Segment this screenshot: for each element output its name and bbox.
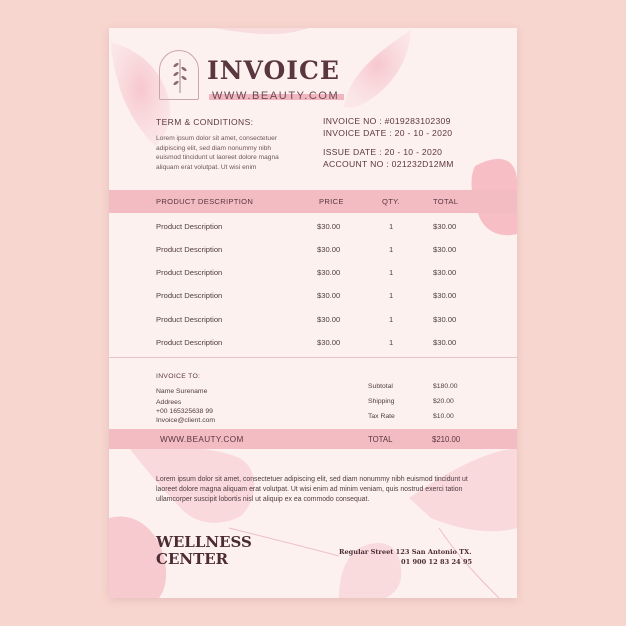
client-name: Name Surename bbox=[156, 388, 208, 395]
brand-logo bbox=[159, 50, 199, 100]
total-value: $210.00 bbox=[432, 435, 461, 444]
row-qty: 1 bbox=[389, 268, 394, 277]
terms-line: adipiscing elit, sed diam nonummy nibh bbox=[156, 144, 272, 152]
company-phone: 01 900 12 83 24 95 bbox=[401, 558, 473, 566]
account-number: ACCOUNT NO : 021232D12MM bbox=[323, 159, 454, 169]
row-description: Product Description bbox=[156, 291, 223, 300]
client-phone: +00 165325638 99 bbox=[156, 408, 213, 415]
total-bar bbox=[109, 429, 517, 449]
row-total: $30.00 bbox=[433, 222, 457, 231]
invoice-sheet bbox=[109, 28, 517, 598]
row-qty: 1 bbox=[389, 315, 394, 324]
col-qty: QTY. bbox=[382, 197, 400, 206]
table-row bbox=[109, 262, 517, 285]
shipping-value: $20.00 bbox=[433, 398, 454, 405]
table-row bbox=[109, 239, 517, 262]
brand-line-2: CENTER bbox=[156, 550, 229, 568]
row-total: $30.00 bbox=[433, 338, 457, 347]
brand-name bbox=[156, 534, 252, 568]
invoice-to-heading: INVOICE TO: bbox=[156, 373, 201, 380]
terms-heading: TERM & CONDITIONS: bbox=[156, 117, 254, 127]
total-label: TOTAL bbox=[368, 435, 393, 444]
row-description: Product Description bbox=[156, 222, 223, 231]
row-qty: 1 bbox=[389, 291, 394, 300]
table-row bbox=[109, 216, 517, 239]
terms-text bbox=[156, 134, 296, 172]
row-description: Product Description bbox=[156, 338, 223, 347]
row-price: $30.00 bbox=[317, 338, 341, 347]
col-description: PRODUCT DESCRIPTION bbox=[156, 197, 254, 206]
section-divider bbox=[109, 357, 517, 358]
brand-line-1: WELLNESS bbox=[156, 533, 252, 551]
header-website: WWW.BEAUTY.COM bbox=[212, 90, 340, 102]
row-price: $30.00 bbox=[317, 268, 341, 277]
row-qty: 1 bbox=[389, 222, 394, 231]
leaf-sprig-icon bbox=[169, 55, 191, 95]
row-price: $30.00 bbox=[317, 245, 341, 254]
terms-line: Lorem ipsum dolor sit amet, consectetuer bbox=[156, 135, 277, 142]
table-row bbox=[109, 332, 517, 355]
row-description: Product Description bbox=[156, 315, 223, 324]
row-description: Product Description bbox=[156, 245, 223, 254]
invoice-title: INVOICE bbox=[207, 56, 340, 85]
invoice-number: INVOICE NO : #019283102309 bbox=[323, 116, 451, 126]
terms-line: euismod tincidunt ut laoreet dolore magna bbox=[156, 154, 279, 162]
shipping-label: Shipping bbox=[368, 398, 395, 405]
subtotal-value: $180.00 bbox=[433, 383, 458, 390]
table-row bbox=[109, 285, 517, 308]
row-total: $30.00 bbox=[433, 245, 457, 254]
row-total: $30.00 bbox=[433, 315, 457, 324]
row-total: $30.00 bbox=[433, 291, 457, 300]
footer-paragraph: Lorem ipsum dolor sit amet, consectetuer adipiscing elit, sed diam nonummy nibh euismod tincidunt ut laoreet dolore magna aliquam erat volutpat. Ut wisi enim ad minim veniam, quis nostrud exerci tation ullamcorper suscipit lobortis nisl ut aliquip ex ea commodo consequat. bbox=[156, 476, 468, 504]
tax-label: Tax Rate bbox=[368, 413, 395, 420]
row-price: $30.00 bbox=[317, 315, 341, 324]
row-qty: 1 bbox=[389, 245, 394, 254]
row-description: Product Description bbox=[156, 268, 223, 277]
table-row bbox=[109, 309, 517, 332]
table-header bbox=[109, 190, 517, 213]
total-bar-website: WWW.BEAUTY.COM bbox=[160, 435, 244, 444]
row-qty: 1 bbox=[389, 338, 394, 347]
row-total: $30.00 bbox=[433, 268, 457, 277]
col-price: PRICE bbox=[319, 197, 344, 206]
terms-line: aliquam erat volutpat. Ut wisi enim bbox=[156, 163, 257, 171]
row-price: $30.00 bbox=[317, 222, 341, 231]
issue-date: ISSUE DATE : 20 - 10 - 2020 bbox=[323, 147, 443, 157]
subtotal-label: Subtotal bbox=[368, 383, 393, 390]
client-address: Addrees bbox=[156, 399, 182, 406]
invoice-date: INVOICE DATE : 20 - 10 - 2020 bbox=[323, 128, 453, 138]
row-price: $30.00 bbox=[317, 291, 341, 300]
client-email: Invoice@client.com bbox=[156, 417, 216, 424]
tax-value: $10.00 bbox=[433, 413, 454, 420]
company-address: Regular Street 123 San Antonio TX. bbox=[339, 548, 472, 556]
col-total: TOTAL bbox=[433, 197, 459, 206]
